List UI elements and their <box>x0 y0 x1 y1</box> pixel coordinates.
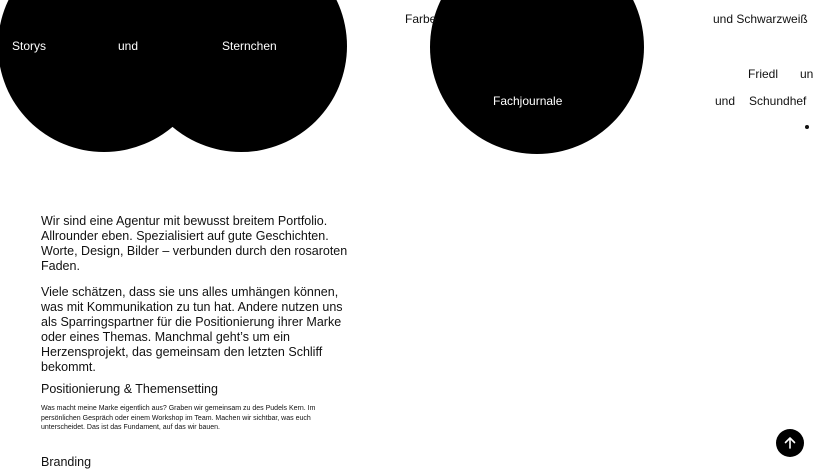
tag-storys: Storys <box>12 39 47 53</box>
tag-und: und <box>118 39 139 53</box>
intro-paragraph: Wir sind eine Agentur mit bewusst breitem Portfolio. Allrounder eben. Spezialisiert auf gute Geschichten. Worte, Design, Bilder – verbunden durch den rosaroten Faden. <box>41 214 348 273</box>
tag-schundhef: Schundhef <box>749 94 807 108</box>
service-description-positionierung: Was macht meine Marke eigentlich aus? Graben wir gemeinsam zu des Pudels Kern. Im persönlichen Gespräch oder einem Workshop im Team. Machen wir sichtbar, was euch unterscheidet. Das ist das Fundament, auf das wir bauen. <box>41 405 316 431</box>
arrow-up-icon <box>783 436 797 450</box>
intro-paragraph: Viele schätzen, dass sie uns alles umhängen können, was mit Kommunikation zu tun hat. Andere nutzen uns als Sparringspartner für die Positionierung ihrer Marke oder eines Themas. Manchmal geht’s um ein Herzensprojekt, das gemeinsam den letzten Schliff bekommt. <box>41 285 343 374</box>
service-title-positionierung[interactable]: Positionierung & Themensetting <box>41 382 218 396</box>
tag-und-2: und <box>715 94 736 108</box>
tag-friedl: Friedl <box>748 67 779 81</box>
scroll-to-top-button[interactable] <box>776 429 804 457</box>
service-title-branding[interactable]: Branding <box>41 455 92 469</box>
tag-und-schwarzweiss: und Schwarzweiß <box>713 12 808 26</box>
tag-farbe: Farbe <box>405 12 437 26</box>
tag-un: un <box>800 67 813 81</box>
tag-sternchen: Sternchen <box>222 39 277 53</box>
decorative-circle-right <box>430 0 644 154</box>
tag-fachjournale: Fachjournale <box>493 94 563 108</box>
carousel-dot <box>805 125 809 129</box>
